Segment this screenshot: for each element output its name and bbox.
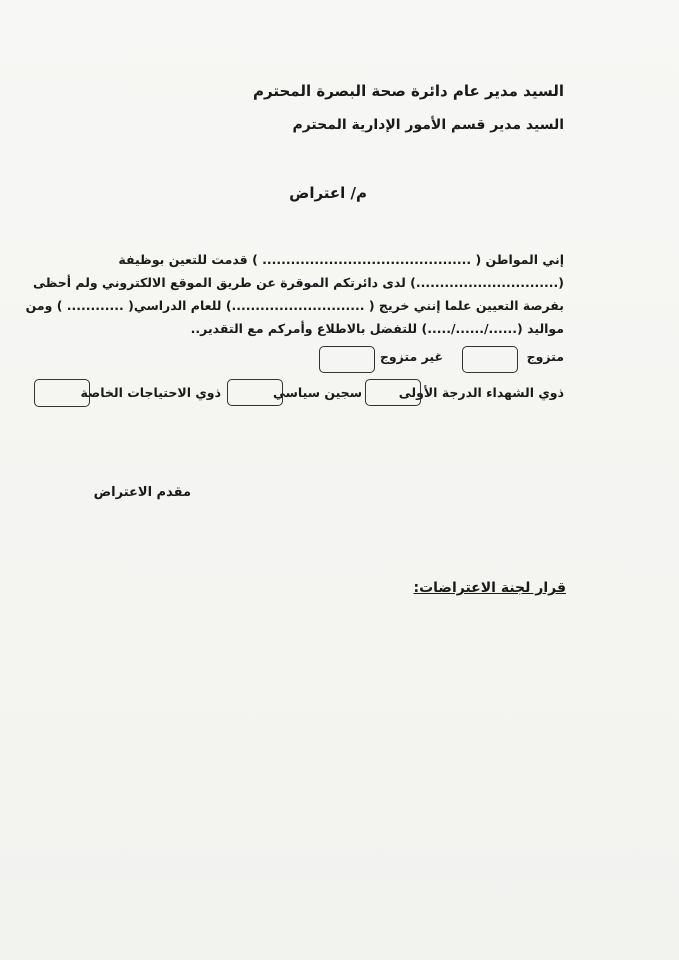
body-line-2: (..............................) لدى دائرتكم الموقرة عن طريق الموقع الالكتروني ولم أحظى: [32, 275, 564, 290]
applicant-signature-label: مقدم الاعتراض: [93, 485, 191, 500]
body-line-1: إني المواطن ( ............................................ ) قدمت للتعين بوظيفة: [118, 252, 564, 267]
option-political-prisoner-checkbox[interactable]: [227, 379, 283, 406]
option-special-needs-checkbox[interactable]: [34, 379, 90, 407]
option-unmarried-checkbox[interactable]: [319, 346, 375, 373]
addressee-director-general: السيد مدير عام دائرة صحة البصرة المحترم: [253, 82, 564, 100]
option-unmarried-label: غير متزوج: [379, 349, 443, 364]
option-martyrs-family-checkbox[interactable]: [365, 379, 421, 406]
option-martyrs-family-label: ذوي الشهداء الدرجة الأولى: [398, 385, 564, 400]
addressee-admin-department: السيد مدير قسم الأمور الإدارية المحترم: [292, 117, 564, 133]
body-line-4: مواليد (....../....../.....) للتفضل بالاطلاع وأمركم مع التقدير..: [190, 321, 564, 336]
body-line-3: بفرصة التعيين علما إنني خريج ( ............................) للعام الدراسي( ............ ) ومن: [25, 298, 564, 313]
option-special-needs-label: ذوي الاحتياجات الخاصة: [80, 385, 221, 400]
option-married-checkbox[interactable]: [462, 346, 518, 373]
option-political-prisoner-label: سجين سياسي: [272, 385, 362, 400]
option-married-label: متزوج: [526, 349, 564, 364]
committee-decision-heading: قرار لجنة الاعتراضات:: [413, 580, 566, 596]
subject-line: م/ اعتراض: [289, 184, 367, 202]
